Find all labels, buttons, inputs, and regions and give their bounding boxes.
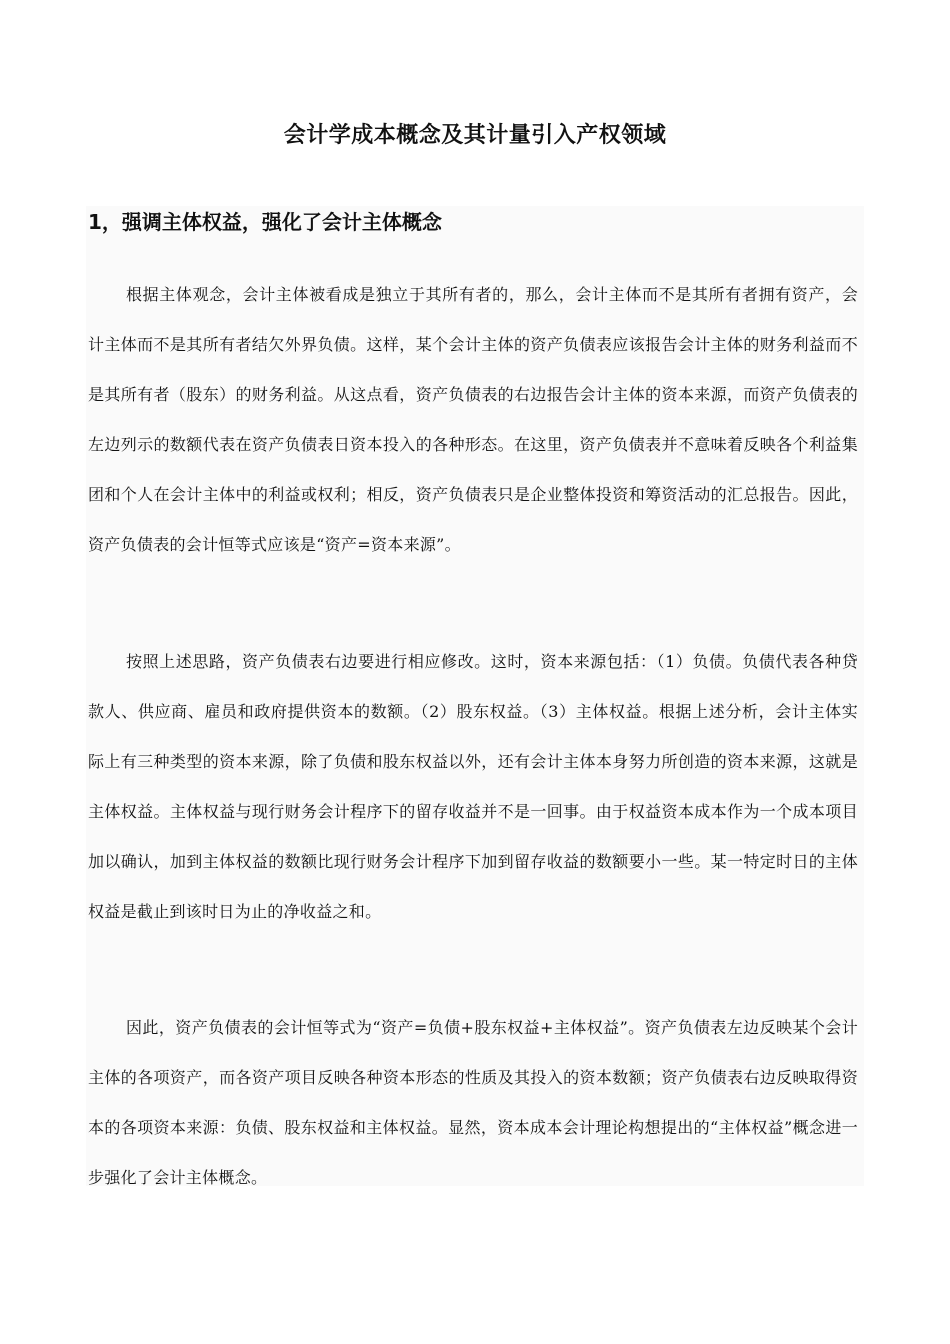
body-paragraph-2: 按照上述思路，资产负债表右边要进行相应修改。这时，资本来源包括：（1）负债。负债代表各种贷款人、供应商、雇员和政府提供资本的数额。（2）股东权益。（3）主体权益。根据上述分析，会计主体实际上有三种类型的资本来源，除了负债和股东权益以外，还有会计主体本身努力所创造的资本来源，这就是主体权益。主体权益与现行财务会计程序下的留存收益并不是一回事。由于权益资本成本作为一个成本项目加以确认，加到主体权益的数额比现行财务会计程序下加到留存收益的数额要小一些。某一特定时日的主体权益是截止到该时日为止的净收益之和。 [88,652,858,921]
section-heading: 1，强调主体权益，强化了会计主体概念 [88,210,442,234]
body-paragraph-1: 根据主体观念，会计主体被看成是独立于其所有者的，那么，会计主体而不是其所有者拥有资产，会计主体而不是其所有者结欠外界负债。这样，某个会计主体的资产负债表应该报告会计主体的财务利益而不是其所有者（股东）的财务利益。从这点看，资产负债表的右边报告会计主体的资本来源，而资产负债表的左边列示的数额代表在资产负债表日资本投入的各种形态。在这里，资产负债表并不意味着反映各个利益集团和个人在会计主体中的利益或权利；相反，资产负债表只是企业整体投资和筹资活动的汇总报告。因此，资产负债表的会计恒等式应该是“资产=资本来源”。 [88,285,858,554]
page-title: 会计学成本概念及其计量引入产权领域 [283,123,667,148]
body-paragraph-3: 因此，资产负债表的会计恒等式为“资产=负债+股东权益+主体权益”。资产负债表左边反映某个会计主体的各项资产，而各资产项目反映各种资本形态的性质及其投入的资本数额；资产负债表右边反映取得资本的各项资本来源：负债、股东权益和主体权益。显然，资本成本会计理论构想提出的“主体权益”概念进一步强化了会计主体概念。 [88,1018,858,1187]
